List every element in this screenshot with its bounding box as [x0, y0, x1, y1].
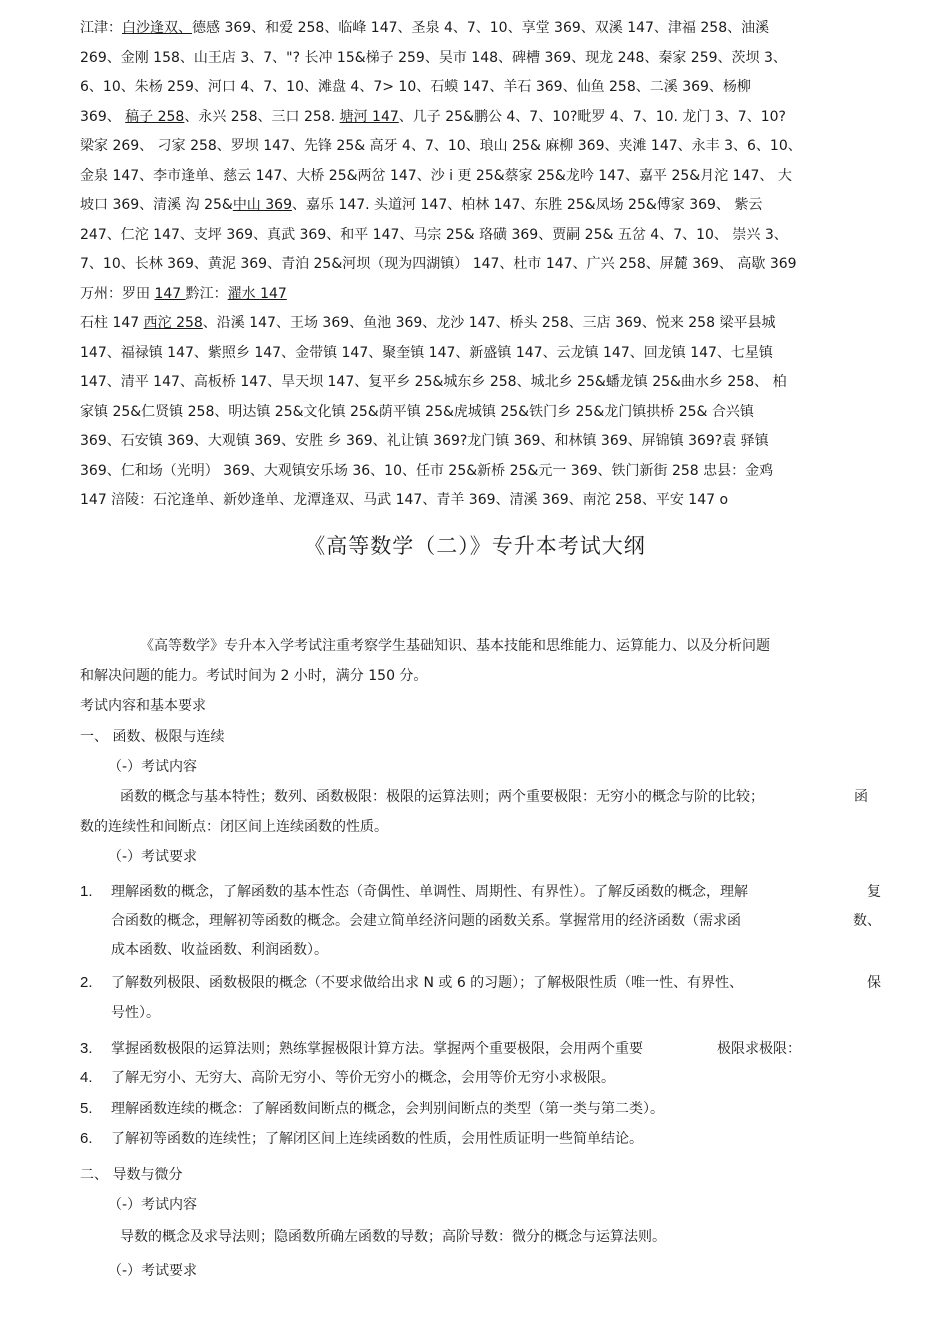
list-line [80, 457, 880, 487]
section-heading: 一、 函数、极限与连续 [80, 729, 225, 745]
list-line [80, 14, 880, 44]
text-run: 147、福禄镇 147、紫照乡 147、金带镇 147、聚奎镇 147、新盛镇 147、云龙镇 147、回龙镇 147、七星镇 [80, 344, 773, 361]
intro-line: 《高等数学》专升本入学考试注重考察学生基础知识、基本技能和思维能力、运算能力、以及分析问题 [140, 638, 770, 654]
underlined-text: 中山 369 [232, 197, 292, 213]
text-run: 家镇 25&仁贤镇 258、明达镇 25&文化镇 25&荫平镇 25&虎城镇 25&铁门乡 25&龙门镇拱桥 25& 合兴镇 [80, 403, 754, 420]
text-run: 石柱 147 [80, 315, 144, 331]
text-run: 德感 369、和爱 258、临峰 147、圣泉 4、7、10、享堂 369、双溪 147、津福 258、油溪 [192, 20, 770, 36]
list-line [80, 44, 880, 74]
paragraph-line: 导数的概念及求导法则；隐函数所确左函数的导数；高阶导数：微分的概念与运算法则。 [120, 1229, 666, 1245]
item-number: 1. [80, 883, 93, 900]
page-title: 《高等数学（二）》专升本考试大纲 [304, 534, 646, 558]
subsection-heading: （-）考试内容 [108, 759, 198, 775]
list-line [80, 191, 880, 221]
list-line [80, 221, 880, 251]
text-run: 了解数列极限、函数极限的概念（不要求做给出求 N 或 6 的习题）；了解极限性质（唯一性、有界性、 [111, 975, 744, 991]
text-run: 金泉 147、李市逢单、慈云 147、大桥 25&两岔 147、沙 i 更 25&蔡家 25&龙吟 147、嘉平 25&月沱 147、 大 [80, 167, 792, 184]
subsection-heading: （-）考试要求 [108, 849, 198, 865]
subsection-heading: （-）考试内容 [108, 1197, 198, 1213]
item-line: 成本函数、收益函数、利润函数）。 [111, 942, 328, 958]
text-run: 极限求极限： [717, 1041, 801, 1057]
item-number: 2. [80, 974, 93, 991]
text-run: 269、金刚 158、山王店 3、7、"? 长冲 15&梯子 259、吴市 148、碑槽 369、现龙 248、秦家 259、茨坝 3、 [80, 49, 787, 66]
list-line [80, 132, 880, 162]
list-line [80, 162, 880, 192]
text-run: 合函数的概念，理解初等函数的概念。会建立简单经济问题的函数关系。掌握常用的经济函数（需求函 [111, 913, 741, 929]
intro-line: 和解决问题的能力。考试时间为 2 小时，满分 150 分。 [80, 668, 428, 684]
paragraph-line: 数的连续性和间断点：闭区间上连续函数的性质。 [80, 819, 388, 835]
list-line [80, 339, 880, 369]
text-run: 保 [867, 975, 881, 991]
list-line [80, 250, 880, 280]
text-run: 江津： [80, 20, 122, 36]
text-run: 369、仁和场（光明） 369、大观镇安乐场 36、10、任市 25&新桥 25&元一 369、铁门新街 258 忠县：金鸡 [80, 462, 774, 479]
item-number: 4. [80, 1069, 93, 1086]
text-run: 、几子 25&鹏公 4、7、10?毗罗 4、7、10. 龙门 3、7、10? [398, 108, 786, 125]
paragraph-line [120, 787, 868, 807]
list-line [80, 398, 880, 428]
text-run: 数、 [853, 913, 881, 929]
content-heading: 考试内容和基本要求 [80, 698, 206, 714]
text-run: 函数的概念与基本特性；数列、函数极限：极限的运算法则；两个重要极限：无穷小的概念与阶的比较； [120, 789, 764, 805]
list-line [80, 280, 880, 310]
market-day-list [80, 14, 880, 516]
underlined-text: 147 [154, 285, 186, 302]
list-line [80, 427, 880, 457]
list-line [80, 103, 880, 133]
item-line [111, 882, 881, 902]
text-run: 、永兴 258、三口 258. [184, 108, 340, 125]
list-line [80, 73, 880, 103]
item-line: 号性）。 [111, 1005, 160, 1021]
list-line [80, 309, 880, 339]
underlined-text: 西沱 258 [143, 315, 203, 331]
text-run: 369、石安镇 369、大观镇 369、安胜 乡 369、礼让镇 369?龙门镇 369、和林镇 369、屏锦镇 369?袁 驿镇 [80, 433, 769, 449]
text-run: 掌握函数极限的运算法则；熟练掌握极限计算方法。掌握两个重要极限，会用两个重要 [111, 1041, 643, 1057]
subsection-heading: （-）考试要求 [108, 1263, 198, 1279]
text-run: 147 涪陵：石沱逢单、新妙逢单、龙潭逢双、马武 147、青羊 369、清溪 369、南沱 258、平安 147 o [80, 492, 729, 508]
item-line [111, 1039, 801, 1059]
text-run: 、嘉乐 147. 头道河 147、柏林 147、东胜 25&凤场 25&傅家 369、 紫云 [291, 197, 763, 213]
item-number: 3. [80, 1040, 93, 1057]
text-run: 7、10、长林 369、黄泥 369、青泊 25&河坝（现为四湖镇） 147、杜市 147、广兴 258、屏麓 369、 高歇 369 [80, 256, 797, 272]
item-line [111, 911, 881, 931]
text-run: 函 [854, 789, 868, 805]
section-heading: 二、 导数与微分 [80, 1167, 183, 1183]
item-number: 6. [80, 1130, 93, 1147]
underlined-text: 塘河 147 [339, 108, 399, 125]
text-run: 247、仁沱 147、支坪 369、真武 369、和平 147、马宗 25& 珞磺 369、贾嗣 25& 五岔 4、7、10、 崇兴 3、 [80, 226, 788, 243]
text-run: 理解函数的概念，了解函数的基本性态（奇偶性、单调性、周期性、有界性）。了解反函数的概念，理解 [111, 884, 748, 900]
text-run: 黔江： [185, 285, 228, 302]
text-run: 坡口 369、清溪 沟 25& [80, 197, 233, 213]
underlined-text: 濯水 147 [227, 285, 287, 302]
item-line [111, 973, 881, 993]
text-run: 369、 [80, 108, 126, 125]
text-run: 、沿溪 147、王场 369、鱼池 369、龙沙 147、桥头 258、三店 369、悦来 258 梁平县城 [202, 315, 776, 331]
list-line [80, 486, 880, 516]
list-line [80, 368, 880, 398]
text-run: 梁家 269、 刁家 258、罗坝 147、先锋 25& 高牙 4、7、10、琅山 25& 麻柳 369、夹滩 147、永丰 3、6、10、 [80, 138, 802, 154]
item-number: 5. [80, 1100, 93, 1117]
item-line: 了解初等函数的连续性；了解闭区间上连续函数的性质，会用性质证明一些简单结论。 [111, 1131, 643, 1147]
text-run: 147、清平 147、高板桥 147、旱天坝 147、复平乡 25&城东乡 258、城北乡 25&蟠龙镇 25&曲水乡 258、 柏 [80, 374, 787, 390]
underlined-text: 白沙逢双、 [122, 20, 192, 36]
text-run: 6、10、朱杨 259、河口 4、7、10、滩盘 4、7> 10、石蟆 147、羊石 369、仙鱼 258、二溪 369、杨柳 [80, 79, 751, 95]
text-run: 万州：罗田 [80, 285, 155, 302]
item-line: 理解函数连续的概念：了解函数间断点的概念，会判别间断点的类型（第一类与第二类）。 [111, 1101, 664, 1117]
underlined-text: 稿子 258 [125, 108, 185, 125]
item-line: 了解无穷小、无穷大、高阶无穷小、等价无穷小的概念，会用等价无穷小求极限。 [111, 1070, 615, 1086]
text-run: 复 [867, 884, 881, 900]
